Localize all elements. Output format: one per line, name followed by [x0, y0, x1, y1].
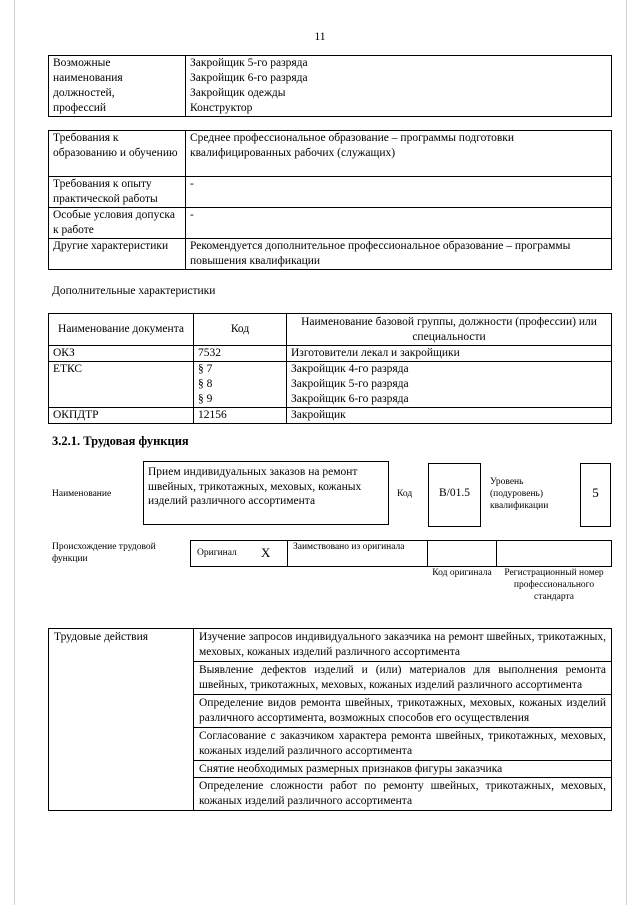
- requirement-value: -: [186, 177, 612, 208]
- function-level-label: Уровень (подуровень) квалификации: [490, 477, 549, 511]
- function-name-value: Прием индивидуальных заказов на ремонт швейных, трикотажных, меховых, кожаных изделий различного ассортимента: [148, 466, 362, 508]
- action-item: Выявление дефектов изделий и (или) материалов для выполнения ремонта швейных, трикотажных, меховых, кожаных изделий различного ассортимента: [194, 661, 612, 694]
- additional-code: § 8: [198, 377, 213, 390]
- action-item: Определение видов ремонта швейных, трикотажных, меховых, кожаных изделий различного ассортимента, возможных способов его осуществления: [194, 694, 612, 727]
- additional-name: Закройщик 4-го разряда: [291, 362, 409, 375]
- origin-code-caption: Код оригинала: [432, 568, 492, 578]
- additional-name-cell: [287, 361, 612, 407]
- additional-table: [48, 313, 612, 424]
- position-value: Закройщик одежды: [190, 86, 286, 99]
- position-value: Закройщик 6-го разряда: [190, 71, 308, 84]
- function-code-value: B/01.5: [439, 487, 470, 499]
- function-code-box: [428, 463, 481, 527]
- origin-label: Происхождение трудовой функции: [52, 542, 156, 564]
- page-number: 11: [314, 31, 326, 43]
- requirement-label: Особые условия допуска к работе: [49, 207, 186, 238]
- additional-name: Закройщик 5-го разряда: [291, 377, 409, 390]
- additional-header: Наименование базовой группы, должности (профессии) или специальности: [287, 314, 612, 346]
- additional-name: Изготовители лекал и закройщики: [287, 346, 612, 362]
- positions-label-line: наименования: [53, 71, 123, 84]
- additional-code: 7532: [194, 346, 287, 362]
- additional-heading: Дополнительные характеристики: [52, 285, 216, 297]
- additional-doc: ОКЗ: [49, 346, 194, 362]
- action-item: Согласование с заказчиком характера ремонта швейных, трикотажных, меховых, кожаных изделий различного ассортимента: [194, 727, 612, 760]
- function-name-label: Наименование: [52, 489, 112, 499]
- additional-header: Наименование документа: [49, 314, 194, 346]
- origin-reg-caption: Регистрационный номер профессионального стандарта: [504, 568, 604, 602]
- requirement-value: Рекомендуется дополнительное профессиональное образование – программы повышения квалификации: [186, 238, 612, 269]
- action-item: Изучение запросов индивидуального заказчика на ремонт швейных, трикотажных, меховых, кожаных изделий различного ассортимента: [194, 629, 612, 662]
- function-level-box: [580, 463, 611, 527]
- origin-original-label: Оригинал: [197, 548, 237, 558]
- additional-name: Закройщик: [287, 407, 612, 423]
- additional-code-cell: [194, 361, 287, 407]
- positions-label-line: Возможные: [53, 57, 111, 69]
- requirement-label: Требования к образованию и обучению: [49, 131, 186, 177]
- additional-doc: ОКПДТР: [49, 407, 194, 423]
- positions-values-cell: [186, 56, 612, 117]
- page-edge-left: [14, 0, 15, 905]
- origin-original-mark: X: [261, 545, 271, 560]
- requirement-label: Другие характеристики: [49, 238, 186, 269]
- origin-borrowed-label: Заимствовано из оригинала: [293, 542, 405, 552]
- function-code-label: Код: [397, 489, 413, 499]
- actions-label: Трудовые действия: [49, 629, 194, 811]
- function-name-box: [143, 461, 389, 525]
- origin-code-box: [427, 540, 497, 567]
- function-level-value: 5: [592, 485, 599, 500]
- action-item: Определение сложности работ по ремонту швейных, трикотажных, меховых, кожаных изделий различного ассортимента: [194, 778, 612, 811]
- additional-code: § 9: [198, 392, 213, 405]
- position-value: Закройщик 5-го разряда: [190, 57, 308, 69]
- page-edge-right: [626, 0, 627, 905]
- action-item: Снятие необходимых размерных признаков фигуры заказчика: [194, 760, 612, 778]
- requirement-value: -: [186, 207, 612, 238]
- origin-original-box: [190, 540, 288, 567]
- additional-header: Код: [194, 314, 287, 346]
- positions-label-cell: [49, 56, 186, 117]
- additional-doc: ЕТКС: [49, 361, 194, 407]
- requirements-table: [48, 130, 612, 270]
- origin-borrowed-box: [287, 540, 428, 567]
- actions-table: [48, 628, 612, 811]
- positions-label-line: должностей,: [53, 86, 115, 99]
- function-title: 3.2.1. Трудовая функция: [52, 434, 189, 448]
- requirement-value: Среднее профессиональное образование – программы подготовки квалифицированных рабочих (служащих): [186, 131, 612, 177]
- additional-name: Закройщик 6-го разряда: [291, 392, 409, 405]
- requirement-label: Требования к опыту практической работы: [49, 177, 186, 208]
- positions-label-line: профессий: [53, 101, 107, 114]
- origin-reg-box: [496, 540, 612, 567]
- positions-table: [48, 55, 612, 117]
- additional-code: 12156: [194, 407, 287, 423]
- additional-code: § 7: [198, 362, 213, 375]
- position-value: Конструктор: [190, 101, 253, 114]
